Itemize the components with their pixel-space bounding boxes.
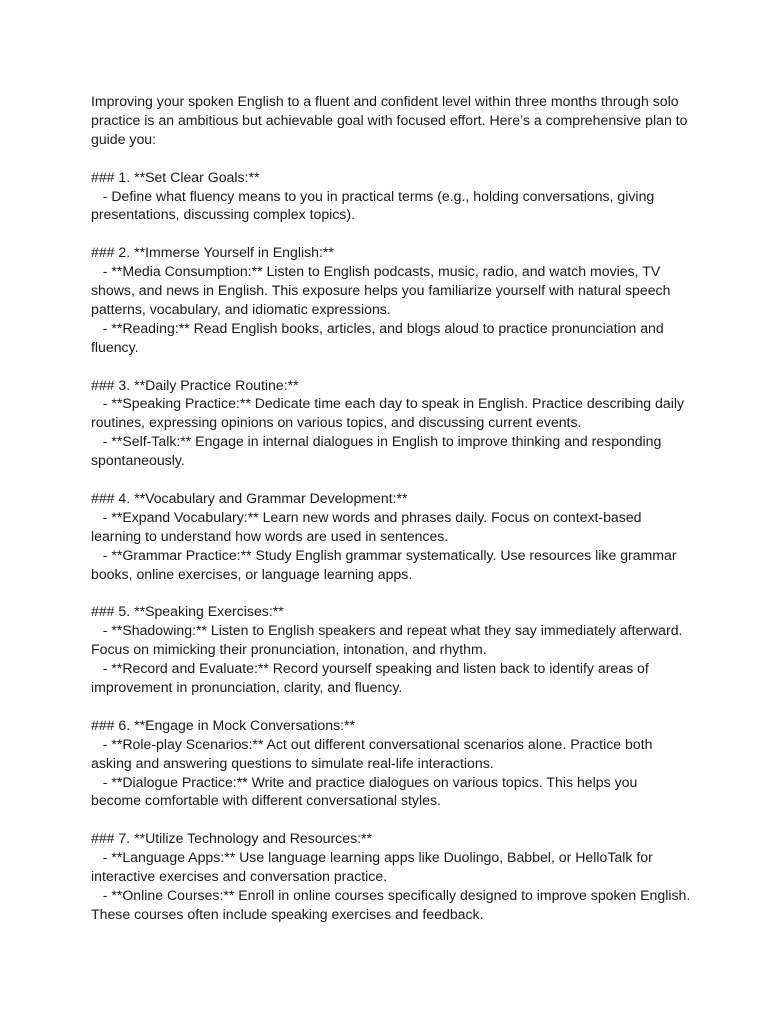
section-bullet: - **Dialogue Practice:** Write and practice dialogues on various topics. This helps you become comfortable with different conversational styles. bbox=[91, 773, 642, 809]
section-5 bbox=[91, 602, 691, 697]
section-heading: ### 6. **Engage in Mock Conversations:** bbox=[91, 716, 356, 733]
section-bullet: - **Online Courses:** Enroll in online courses specifically designed to improve spoken English. These courses often include speaking exercises and feedback. bbox=[91, 886, 694, 922]
section-bullet: - **Record and Evaluate:** Record yourself speaking and listen back to identify areas of improvement in pronunciation, clarity, and fluency. bbox=[91, 660, 653, 696]
section-heading: ### 4. **Vocabulary and Grammar Development:** bbox=[91, 489, 408, 506]
section-bullet: - **Self-Talk:** Engage in internal dialogues in English to improve thinking and responding spontaneously. bbox=[91, 433, 666, 469]
section-bullet: - **Expand Vocabulary:** Learn new words and phrases daily. Focus on context-based learning to understand how words are used in sentences. bbox=[91, 508, 646, 544]
section-6 bbox=[91, 716, 691, 811]
section-4 bbox=[91, 489, 691, 584]
section-bullet: - **Role-play Scenarios:** Act out different conversational scenarios alone. Practice both asking and answering questions to simulate real-life interactions. bbox=[91, 735, 657, 771]
section-bullet: - **Shadowing:** Listen to English speakers and repeat what they say immediately afterward. Focus on mimicking their pronunciation, intonation, and rhythm. bbox=[91, 622, 687, 658]
section-heading: ### 2. **Immerse Yourself in English:** bbox=[91, 244, 334, 261]
section-bullet: - **Reading:** Read English books, articles, and blogs aloud to practice pronunciation and fluency. bbox=[91, 319, 668, 355]
section-bullet: - **Grammar Practice:** Study English grammar systematically. Use resources like grammar books, online exercises, or language learning apps. bbox=[91, 546, 681, 582]
section-bullet: - **Media Consumption:** Listen to English podcasts, music, radio, and watch movies, TV shows, and news in English. This exposure helps you familiarize yourself with natural speech patterns, vocabulary, and idiomatic expressions. bbox=[91, 263, 675, 317]
section-7 bbox=[91, 829, 694, 924]
section-bullet: - Define what fluency means to you in practical terms (e.g., holding conversations, giving presentations, discussing complex topics). bbox=[91, 187, 659, 223]
section-heading: ### 5. **Speaking Exercises:** bbox=[91, 603, 284, 620]
section-1 bbox=[91, 168, 691, 225]
intro-paragraph: Improving your spoken English to a fluent and confident level within three months through solo practice is an ambitious but achievable goal with focused effort. Here’s a comprehensive plan to guide you: bbox=[91, 93, 692, 147]
section-heading: ### 7. **Utilize Technology and Resources:** bbox=[91, 830, 373, 847]
section-heading: ### 1. **Set Clear Goals:** bbox=[91, 168, 260, 185]
section-bullet: - **Speaking Practice:** Dedicate time each day to speak in English. Practice describing daily routines, expressing opinions on various topics, and discussing current events. bbox=[91, 395, 688, 431]
section-3 bbox=[91, 376, 691, 471]
section-bullet: - **Language Apps:** Use language learning apps like Duolingo, Babbel, or HelloTalk for interactive exercises and conversation practice. bbox=[91, 849, 657, 885]
section-heading: ### 3. **Daily Practice Routine:** bbox=[91, 376, 299, 393]
section-2 bbox=[91, 243, 691, 356]
document-page bbox=[91, 92, 694, 924]
